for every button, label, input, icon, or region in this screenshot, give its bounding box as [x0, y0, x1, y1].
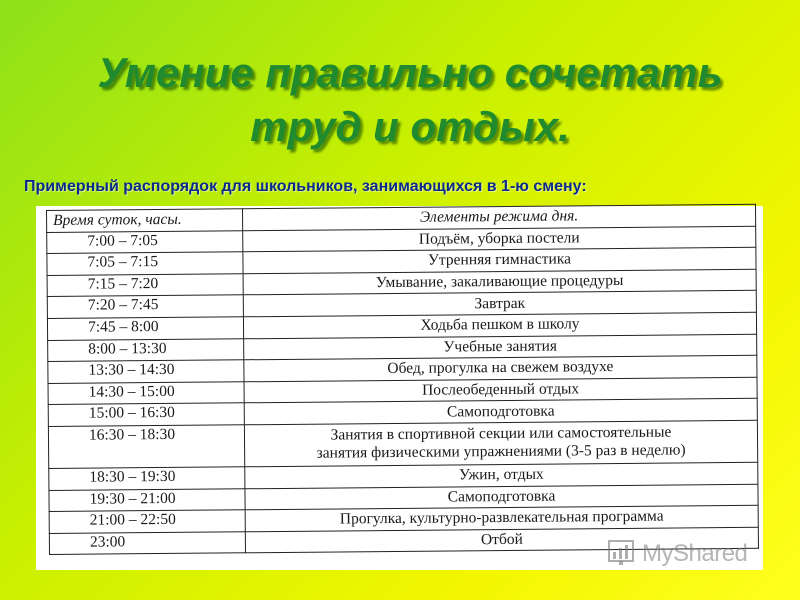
row-activity-line-1: Занятия в спортивной секции или самостоятельные: [330, 423, 672, 444]
watermark: [606, 538, 766, 572]
row-time: 18:30 – 19:30: [49, 467, 245, 490]
chart-bars-icon: [608, 540, 634, 568]
row-activity: Прогулка, культурно-развлекательная программа: [245, 505, 758, 531]
slide-title: [0, 46, 800, 154]
title-line-1: Умение правильно сочетать: [97, 49, 723, 96]
row-time: 21:00 – 22:50: [49, 510, 245, 533]
schedule-table: [46, 204, 759, 555]
title-line-2: труд и отдых.: [250, 103, 570, 150]
row-activity: Обед, прогулка на свежем воздухе: [244, 355, 757, 381]
schedule-sheet: [36, 206, 763, 570]
row-activity: Учебные занятия: [244, 334, 757, 360]
row-time: 7:00 – 7:05: [47, 230, 243, 253]
row-activity: Отбой: [245, 527, 758, 553]
row-activity-line-2: занятия физическими упражнениями (3-5 раз в неделю): [316, 441, 686, 463]
row-activity: Самоподготовка: [244, 399, 757, 425]
row-time: 16:30 – 18:30: [48, 425, 244, 469]
row-time: 15:00 – 16:30: [48, 403, 244, 426]
table-row: [48, 420, 757, 468]
row-time: 7:20 – 7:45: [47, 295, 243, 318]
header-activity: Элементы режима дня.: [242, 204, 755, 230]
slide-subtitle: Примерный распорядок для школьников, занимающихся в 1-ю смену:: [24, 178, 587, 195]
row-time: 14:30 – 15:00: [48, 382, 244, 405]
row-time: 19:30 – 21:00: [49, 488, 245, 511]
row-activity: [244, 420, 757, 466]
row-activity: Утренняя гимнастика: [243, 247, 756, 273]
row-time: 23:00: [49, 531, 245, 554]
row-time: 13:30 – 14:30: [48, 360, 244, 383]
row-activity: Завтрак: [243, 291, 756, 317]
row-activity: Подъём, уборка постели: [243, 226, 756, 252]
row-activity: Ужин, отдых: [245, 462, 758, 488]
row-activity: Умывание, закаливающие процедуры: [243, 269, 756, 295]
row-time: 7:45 – 8:00: [47, 317, 243, 340]
row-activity: Самоподготовка: [245, 484, 758, 510]
row-time: 7:15 – 7:20: [47, 274, 243, 297]
header-time: Время суток, часы.: [47, 209, 243, 232]
row-activity: Послеобеденный отдых: [244, 377, 757, 403]
row-time: 7:05 – 7:15: [47, 252, 243, 275]
row-activity: Ходьба пешком в школу: [243, 312, 756, 338]
row-time: 8:00 – 13:30: [48, 338, 244, 361]
watermark-text: MyShared: [642, 540, 748, 567]
